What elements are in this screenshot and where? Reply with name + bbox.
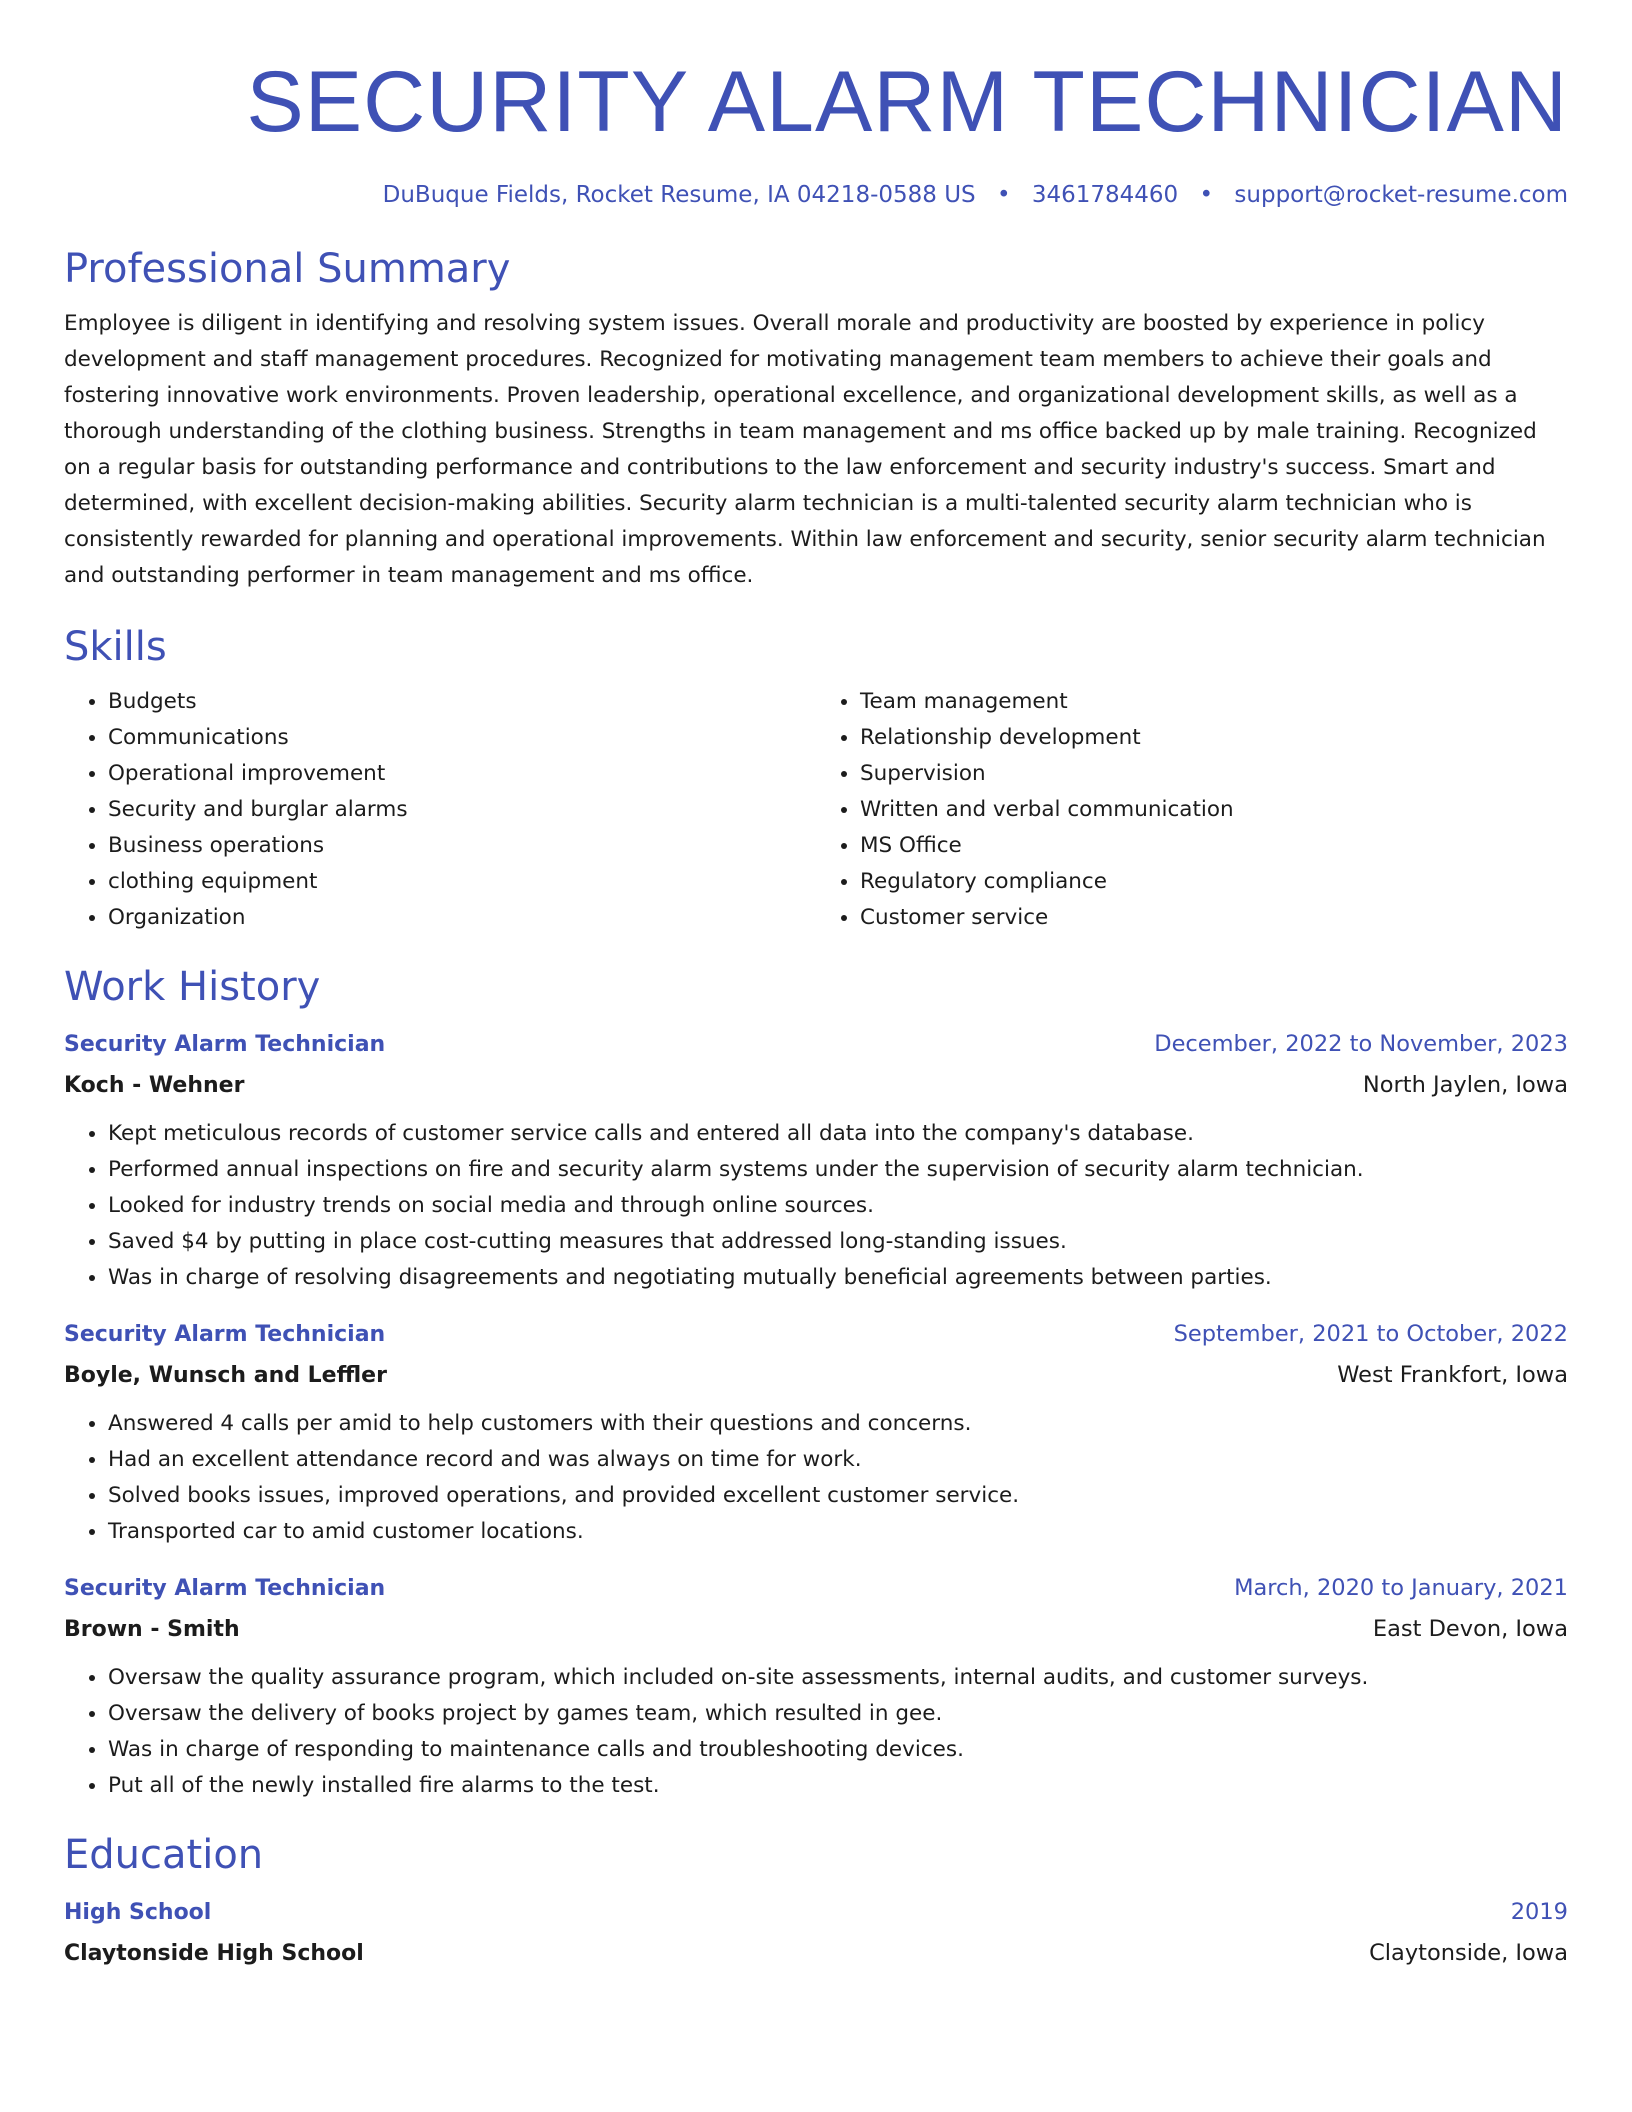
skill-item: • MS Office [860,828,1568,864]
contact-address: DuBuque Fields, Rocket Resume, IA 04218-0588 US [382,182,976,208]
education-degree: High School [64,1900,212,1925]
skill-item: • Communications [108,720,816,756]
summary-section [64,244,1568,594]
job-bullet: • Was in charge of responding to maintenance calls and troubleshooting devices. [108,1732,1568,1768]
skills-left-list [64,684,816,936]
job-title: Security Alarm Technician [64,1576,386,1601]
work-history-section [64,962,1568,1804]
education-school: Claytonside High School [64,1941,364,1966]
skill-item: • Business operations [108,828,816,864]
education-section [64,1830,1568,1974]
work-history-heading: Work History [64,964,321,1010]
job-bullets [64,1116,1568,1296]
job-bullet: • Kept meticulous records of customer service calls and entered all data into the company's database. [108,1116,1568,1152]
job-bullet: • Performed annual inspections on fire and security alarm systems under the supervision of security alarm technician. [108,1152,1568,1188]
job-entry [64,1024,1568,1296]
job-bullets [64,1406,1568,1550]
skill-item: • Written and verbal communication [860,792,1568,828]
contact-separator: • [996,182,1011,208]
job-location: North Jaylen, Iowa [1362,1072,1568,1098]
contact-email[interactable]: support@rocket-resume.com [1234,182,1568,208]
job-title: Security Alarm Technician [64,1032,386,1057]
summary-text: Employee is diligent in identifying and resolving system issues. Overall morale and productivity are boosted by experience in policy development and staff management procedures. Recognized for motivating management team members to achieve their goals and fostering innovative work environments. Proven leadership, operational excellence, and organizational development skills, as well as a thorough understanding of the clothing business. Strengths in team management and ms office backed up by male training. Recognized on a regular basis for outstanding performance and contributions to the law enforcement and security industry's success. Smart and determined, with excellent decision-making abilities. Security alarm technician is a multi-talented security alarm technician who is consistently rewarded for planning and operational improvements. Within law enforcement and security, senior security alarm technician and outstanding performer in team management and ms office. [64,311,1546,588]
job-bullets [64,1660,1568,1804]
education-location: Claytonside, Iowa [1369,1940,1568,1966]
job-company: Boyle, Wunsch and Leffler [64,1363,387,1388]
job-bullet: • Transported car to amid customer locations. [108,1514,1568,1550]
summary-heading: Professional Summary [64,246,511,292]
skill-item: • Customer service [860,900,1568,936]
job-bullet: • Oversaw the delivery of books project by games team, which resulted in gee. [108,1696,1568,1732]
skill-item: • Operational improvement [108,756,816,792]
contact-separator: • [1199,182,1214,208]
job-location: East Devon, Iowa [1372,1616,1568,1642]
skill-item: • Security and burglar alarms [108,792,816,828]
job-dates: September, 2021 to October, 2022 [1173,1321,1568,1347]
education-entry [64,1892,1568,1974]
job-bullet: • Had an excellent attendance record and was always on time for work. [108,1442,1568,1478]
contact-line [64,180,1568,210]
job-location: West Frankfort, Iowa [1337,1362,1568,1388]
job-company: Koch - Wehner [64,1073,245,1098]
skill-item: • Regulatory compliance [860,864,1568,900]
skill-item: • Organization [108,900,816,936]
skill-item: • Budgets [108,684,816,720]
job-bullet: • Saved $4 by putting in place cost-cutting measures that addressed long-standing issues. [108,1224,1568,1260]
skills-right-list [816,684,1568,936]
job-title: Security Alarm Technician [64,1322,386,1347]
job-entry [64,1314,1568,1550]
job-bullet: • Was in charge of resolving disagreements and negotiating mutually beneficial agreements between parties. [108,1260,1568,1296]
skill-item: • clothing equipment [108,864,816,900]
job-bullet: • Looked for industry trends on social media and through online sources. [108,1188,1568,1224]
job-dates: December, 2022 to November, 2023 [1154,1031,1568,1057]
skills-columns [64,684,1568,936]
job-bullet: • Answered 4 calls per amid to help customers with their questions and concerns. [108,1406,1568,1442]
job-bullet: • Put all of the newly installed fire alarms to the test. [108,1768,1568,1804]
skills-section [64,622,1568,936]
job-dates: March, 2020 to January, 2021 [1234,1575,1568,1601]
education-heading: Education [64,1832,264,1878]
candidate-name: SECURITY ALARM TECHNICIAN [246,54,1568,150]
skill-item: • Relationship development [860,720,1568,756]
job-bullet: • Oversaw the quality assurance program, which included on-site assessments, internal audits, and customer surveys. [108,1660,1568,1696]
skill-item: • Team management [860,684,1568,720]
job-company: Brown - Smith [64,1617,240,1642]
job-bullet: • Solved books issues, improved operations, and provided excellent customer service. [108,1478,1568,1514]
education-year: 2019 [1510,1899,1568,1925]
contact-phone[interactable]: 3461784460 [1031,182,1179,208]
skills-heading: Skills [64,624,167,670]
job-entry [64,1568,1568,1804]
skill-item: • Supervision [860,756,1568,792]
